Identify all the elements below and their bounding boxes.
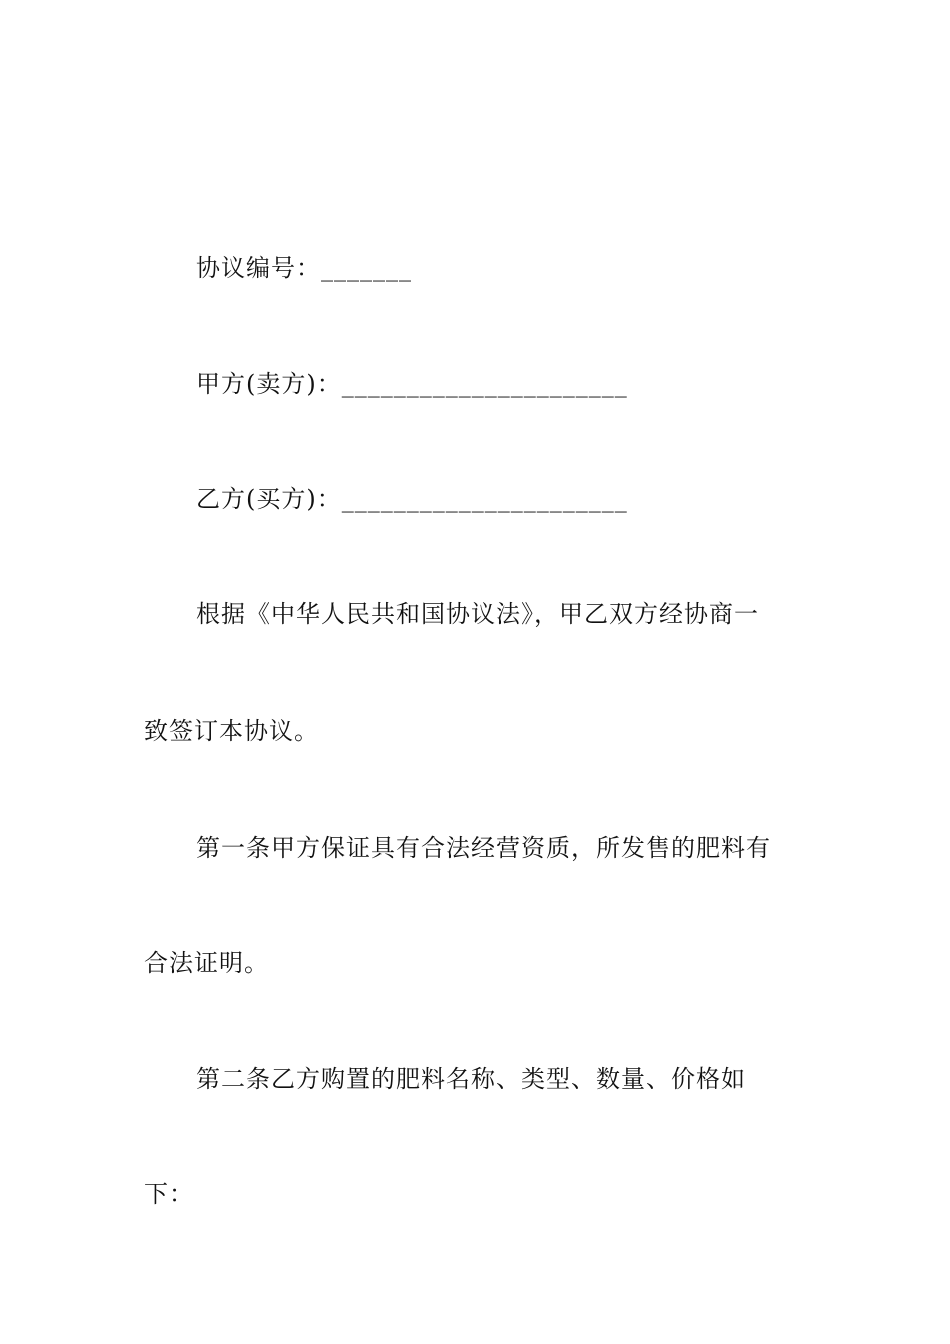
intro-paragraph-line-1: 根据《中华人民共和国协议法》，甲乙双方经协商一 xyxy=(196,600,759,628)
party-b-buyer-line: 乙方(买方)：______________________ xyxy=(196,485,628,513)
article-2-line-2: 下： xyxy=(144,1180,194,1208)
article-2-line-1: 第二条乙方购置的肥料名称、类型、数量、价格如 xyxy=(196,1065,746,1093)
article-1-line-2: 合法证明。 xyxy=(144,949,269,977)
article-1-line-1: 第一条甲方保证具有合法经营资质，所发售的肥料有 xyxy=(196,834,771,862)
agreement-number-line: 协议编号：_______ xyxy=(196,254,412,282)
intro-paragraph-line-2: 致签订本协议。 xyxy=(144,717,319,745)
party-a-seller-line: 甲方(卖方)：______________________ xyxy=(196,370,628,398)
